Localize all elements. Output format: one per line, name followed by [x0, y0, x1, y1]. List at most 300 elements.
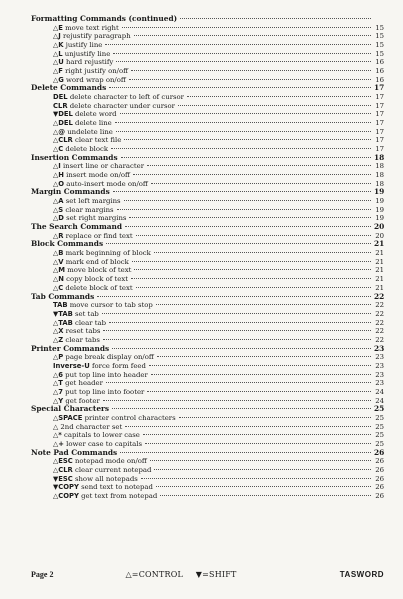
page-number: Page 2	[31, 570, 54, 579]
key-combo: △6	[53, 370, 63, 379]
page-ref: 17	[374, 83, 385, 93]
dot-leader	[154, 469, 371, 470]
key-combo: △+	[53, 439, 64, 448]
page-ref: 16	[375, 75, 384, 84]
dot-leader	[136, 235, 371, 236]
page-ref: 18	[375, 171, 384, 180]
page-ref: 17	[375, 119, 384, 128]
dot-leader	[125, 426, 371, 427]
entry-description: page break display on/off	[63, 353, 154, 362]
entry-description: copy block of text	[63, 275, 128, 284]
key-combo: △DEL	[53, 119, 73, 128]
toc-entry	[31, 466, 384, 475]
page-ref: 22	[375, 318, 384, 327]
page-ref: 23	[375, 370, 384, 379]
dot-leader	[151, 183, 371, 184]
key-combo: TAB	[53, 301, 68, 310]
page-ref: 17	[375, 110, 384, 119]
page-ref: 17	[375, 127, 384, 136]
key-combo: △Y	[53, 396, 64, 405]
entry-description: delete word	[72, 110, 117, 119]
toc-entry	[31, 128, 384, 137]
entry-text	[53, 41, 102, 50]
entry-description: rejustify paragraph	[60, 32, 131, 41]
section-title	[31, 293, 94, 302]
page-ref: 17	[375, 136, 384, 145]
page-ref: 17	[375, 101, 384, 110]
toc-entry	[31, 258, 384, 267]
dot-leader	[111, 148, 371, 149]
dot-leader	[156, 486, 371, 487]
page-ref: 21	[374, 239, 385, 249]
dot-leader	[103, 339, 371, 340]
page-ref: 15	[375, 41, 384, 50]
entry-text	[53, 457, 147, 466]
dot-leader	[112, 348, 371, 349]
toc-entry	[31, 206, 384, 215]
dot-leader	[113, 191, 371, 192]
toc-entry	[31, 483, 384, 492]
key-combo: △H	[53, 171, 64, 180]
dot-leader	[120, 452, 371, 453]
page-ref: 18	[375, 179, 384, 188]
section-title	[31, 84, 106, 93]
key-combo: ▼DEL	[53, 110, 73, 119]
toc-entry	[31, 58, 384, 67]
key-combo: △C	[53, 145, 64, 154]
entry-text	[53, 266, 131, 275]
page-ref: 18	[374, 152, 385, 162]
entry-text	[53, 136, 121, 145]
page-ref: 26	[375, 465, 384, 474]
shift-legend: ▼=SHIFT	[195, 570, 237, 579]
entry-description: mark end of block	[63, 257, 129, 266]
entry-description: replace or find text	[63, 231, 133, 240]
dot-leader	[141, 478, 371, 479]
section-title	[31, 449, 117, 458]
page-ref: 21	[375, 266, 384, 275]
page-ref: 19	[375, 197, 384, 206]
key-combo: △V	[53, 257, 64, 266]
page-ref: 25	[375, 431, 384, 440]
dot-leader	[125, 226, 371, 227]
entry-description: reset tabs	[63, 327, 101, 336]
toc-section-heading	[31, 293, 384, 302]
page-ref: 19	[375, 205, 384, 214]
toc-entry	[31, 475, 384, 484]
toc-entry	[31, 41, 384, 50]
entry-description: set left margins	[63, 197, 121, 206]
page-ref: 21	[375, 283, 384, 292]
page-footer	[31, 570, 384, 579]
key-combo: △L	[53, 49, 63, 58]
dot-leader	[132, 261, 371, 262]
dot-leader	[115, 122, 371, 123]
key-combo: DEL	[53, 93, 68, 102]
toc-entry	[31, 327, 384, 336]
entry-description: Formatting Commands (continued)	[31, 14, 178, 23]
dot-leader	[106, 382, 371, 383]
page-ref: 23	[375, 353, 384, 362]
section-title	[31, 240, 103, 249]
page-ref: 20	[375, 231, 384, 240]
section-title	[31, 405, 109, 414]
page-ref: 25	[374, 404, 385, 414]
dot-leader	[160, 495, 371, 496]
dot-leader	[120, 113, 371, 114]
entry-description: auto-insert mode on/off	[64, 179, 148, 188]
page-ref: 26	[374, 447, 385, 457]
toc-entry	[31, 423, 384, 432]
dot-leader	[131, 278, 371, 279]
entry-text	[53, 162, 144, 171]
page-ref: 24	[375, 396, 384, 405]
toc-entry	[31, 266, 384, 275]
entry-text	[53, 414, 176, 423]
dot-leader	[134, 269, 371, 270]
toc-entry	[31, 379, 384, 388]
entry-description: clear current notepad	[72, 465, 152, 474]
entry-text	[53, 197, 121, 206]
key-combo: CLR	[53, 101, 68, 110]
entry-description: undelete line	[65, 127, 113, 136]
toc-entry	[31, 32, 384, 41]
dot-leader	[117, 209, 371, 210]
entry-description: Note Pad Commands	[31, 447, 118, 457]
toc-entry	[31, 310, 384, 319]
page-ref: 25	[375, 422, 384, 431]
page-ref: 21	[375, 249, 384, 258]
entry-description: move block of text	[65, 266, 132, 275]
section-title	[31, 345, 109, 354]
dot-leader	[124, 139, 371, 140]
entry-description: set tab	[72, 309, 99, 318]
dot-leader	[149, 365, 371, 366]
entry-description: delete line	[72, 119, 112, 128]
key-combo: △7	[53, 387, 63, 396]
entry-text	[53, 379, 103, 388]
page-ref: 26	[375, 483, 384, 492]
entry-description: set right margins	[63, 214, 127, 223]
key-combo: △*	[53, 431, 62, 440]
entry-description: get header	[62, 379, 103, 388]
entry-text	[53, 58, 113, 67]
toc-entry	[31, 431, 384, 440]
dot-leader	[116, 61, 371, 62]
entry-description: Printer Commands	[31, 343, 110, 353]
toc-section-heading	[31, 15, 384, 24]
key-combo: ▼COPY	[53, 483, 79, 492]
dot-leader	[136, 287, 371, 288]
entry-description: delete character under cursor	[67, 101, 175, 110]
entry-text	[53, 24, 119, 33]
entry-text	[53, 466, 151, 475]
page-ref: 21	[375, 257, 384, 266]
page-ref: 18	[375, 162, 384, 171]
dot-leader	[97, 296, 371, 297]
page-ref: 26	[375, 457, 384, 466]
dot-leader	[179, 417, 371, 418]
key-combo: ▼ESC	[53, 474, 73, 483]
page-ref: 23	[375, 361, 384, 370]
toc-entry	[31, 414, 384, 423]
dot-leader	[187, 96, 371, 97]
entry-description: Tab Commands	[31, 291, 95, 301]
toc-entry	[31, 110, 384, 119]
page-ref: 23	[375, 379, 384, 388]
key-combo: △Z	[53, 335, 64, 344]
entry-description: send text to notepad	[78, 483, 153, 492]
page-ref: 25	[375, 413, 384, 422]
page-ref: 22	[374, 291, 385, 301]
page-ref: 22	[375, 335, 384, 344]
key-combo: △F	[53, 67, 63, 76]
key-combo: △C	[53, 283, 64, 292]
entry-description: delete character to left of cursor	[67, 93, 184, 102]
key-combo: △CLR	[53, 136, 73, 145]
entry-text	[53, 301, 153, 310]
dot-leader	[150, 460, 371, 461]
toc-entry	[31, 119, 384, 128]
dot-leader	[109, 322, 371, 323]
page-ref: 16	[375, 58, 384, 67]
dot-leader	[129, 217, 371, 218]
entry-text	[53, 110, 117, 119]
dot-leader	[121, 157, 371, 158]
key-combo: △X	[53, 327, 64, 336]
entry-description: lower case to capitals	[63, 439, 143, 448]
key-combo: △E	[53, 23, 63, 32]
dot-leader	[112, 408, 371, 409]
dot-leader	[109, 87, 371, 88]
entry-description: unjustify line	[62, 49, 111, 58]
entry-description: 2nd character set	[58, 422, 123, 431]
entry-text	[53, 353, 154, 362]
key-combo: Inverse-U	[53, 361, 90, 370]
dot-leader	[103, 400, 371, 401]
entry-description: Special Characters	[31, 404, 110, 414]
toc-section-heading	[31, 154, 384, 163]
entry-description: Block Commands	[31, 239, 104, 249]
entry-description: word wrap on/off	[63, 75, 126, 84]
entry-description: justify line	[63, 41, 103, 50]
key-combo: △B	[53, 249, 64, 258]
entry-description: put top line into footer	[62, 387, 145, 396]
entry-description: clear text file	[72, 136, 122, 145]
entry-description: move text right	[62, 23, 119, 32]
entry-text	[53, 171, 130, 180]
toc-entry	[31, 362, 384, 371]
key-combo: △T	[53, 379, 63, 388]
dot-leader	[131, 70, 371, 71]
key-combo: △CLR	[53, 465, 73, 474]
entry-text	[53, 258, 129, 267]
toc-section-heading	[31, 223, 384, 232]
toc-section-heading	[31, 449, 384, 458]
control-legend: △=CONTROL	[125, 570, 184, 579]
entry-text	[53, 327, 100, 336]
entry-description: capitals to lower case	[61, 431, 140, 440]
key-combo: △COPY	[53, 491, 79, 500]
entry-description: clear tabs	[63, 335, 100, 344]
toc-entry	[31, 136, 384, 145]
key-combo: △A	[53, 197, 64, 206]
dot-leader	[147, 391, 371, 392]
entry-text	[53, 492, 157, 501]
dot-leader	[178, 105, 371, 106]
page-ref: 24	[375, 387, 384, 396]
key-combo: △O	[53, 179, 65, 188]
page-ref: 22	[375, 301, 384, 310]
section-title	[31, 223, 122, 232]
dot-leader	[154, 252, 371, 253]
entry-text	[53, 388, 144, 397]
page-ref: 26	[375, 474, 384, 483]
page-ref: 19	[375, 214, 384, 223]
toc-entry	[31, 102, 384, 111]
key-legend	[125, 570, 236, 579]
entry-description: insert line or character	[60, 162, 145, 171]
key-combo: ▼TAB	[53, 309, 73, 318]
key-combo: △N	[53, 275, 64, 284]
page-ref: 17	[375, 93, 384, 102]
toc-entry	[31, 371, 384, 380]
dot-leader	[134, 35, 371, 36]
entry-description: hard rejustify	[63, 58, 114, 67]
page-ref: 23	[374, 343, 385, 353]
dot-leader	[106, 243, 371, 244]
toc-entry	[31, 67, 384, 76]
entry-description: delete block	[63, 145, 109, 154]
dot-leader	[124, 200, 371, 201]
section-title	[31, 188, 110, 197]
toc-entry	[31, 197, 384, 206]
dot-leader	[102, 313, 371, 314]
page-ref: 21	[375, 275, 384, 284]
entry-description: get text from notepad	[78, 491, 158, 500]
entry-text	[53, 93, 184, 102]
toc-entry	[31, 24, 384, 33]
key-combo: △SPACE	[53, 413, 83, 422]
dot-leader	[145, 443, 371, 444]
entry-description: Margin Commands	[31, 187, 110, 197]
entry-description: get footer	[63, 396, 100, 405]
key-combo: △D	[53, 214, 64, 223]
entry-description: clear margins	[63, 205, 114, 214]
entry-description: mark beginning of block	[63, 249, 151, 258]
dot-leader	[122, 27, 371, 28]
page-ref: 22	[375, 327, 384, 336]
toc-entry	[31, 275, 384, 284]
toc-entry	[31, 319, 384, 328]
key-combo: △ESC	[53, 457, 73, 466]
entry-text	[53, 128, 113, 137]
dot-leader	[180, 18, 371, 19]
section-title	[31, 154, 118, 163]
entry-text	[53, 362, 146, 371]
key-combo: △G	[53, 75, 64, 84]
entry-description: right justify on/off	[62, 67, 129, 76]
entry-description: move cursor to tab stop	[67, 301, 153, 310]
key-combo: △J	[53, 32, 61, 41]
key-combo: △K	[53, 41, 64, 50]
section-title	[31, 15, 177, 24]
toc-section-heading	[31, 188, 384, 197]
entry-text	[53, 249, 151, 258]
page-ref: 15	[375, 23, 384, 32]
entry-description: The Search Command	[31, 222, 123, 232]
key-combo: △S	[53, 205, 64, 214]
entry-description: notepad mode on/off	[72, 457, 147, 466]
page-ref: 17	[375, 145, 384, 154]
toc-section-heading	[31, 405, 384, 414]
entry-text	[53, 119, 112, 128]
entry-text	[53, 102, 175, 111]
entry-text	[53, 483, 153, 492]
dot-leader	[133, 174, 371, 175]
entry-description: Delete Commands	[31, 83, 107, 93]
toc-entry	[31, 492, 384, 501]
page-ref: 26	[375, 491, 384, 500]
entry-text	[53, 475, 138, 484]
key-combo: △I	[53, 162, 61, 171]
page-ref: 20	[374, 222, 385, 232]
toc-entry	[31, 457, 384, 466]
toc-entry	[31, 93, 384, 102]
entry-text	[53, 319, 106, 328]
key-combo: △U	[53, 58, 64, 67]
dot-leader	[156, 304, 371, 305]
page-ref: 15	[375, 49, 384, 58]
toc-section-heading	[31, 84, 384, 93]
entry-description: insert mode on/off	[63, 171, 130, 180]
dot-leader	[129, 79, 371, 80]
toc-entry	[31, 249, 384, 258]
entry-text	[53, 67, 128, 76]
toc-entry	[31, 50, 384, 59]
entry-text	[53, 275, 128, 284]
entry-description: clear tab	[72, 318, 106, 327]
entry-text	[53, 431, 140, 440]
key-combo: △	[53, 422, 59, 431]
dot-leader	[116, 131, 371, 132]
entry-text	[53, 423, 122, 432]
brand-name: TASWORD	[339, 570, 384, 579]
entry-description: printer control characters	[82, 413, 176, 422]
key-combo: △P	[53, 353, 64, 362]
dot-leader	[113, 53, 371, 54]
entry-text	[53, 32, 131, 41]
page-ref: 22	[375, 309, 384, 318]
toc-section-heading	[31, 345, 384, 354]
key-combo: △@	[53, 127, 66, 136]
toc-entry	[31, 162, 384, 171]
dot-leader	[103, 330, 371, 331]
entry-description: delete block of text	[63, 283, 133, 292]
key-combo: △M	[53, 266, 65, 275]
entry-description: Insertion Commands	[31, 152, 118, 162]
page-ref: 19	[374, 187, 385, 197]
toc-entry	[31, 171, 384, 180]
dot-leader	[105, 44, 371, 45]
dot-leader	[157, 356, 371, 357]
key-combo: △R	[53, 231, 64, 240]
page-ref: 25	[375, 439, 384, 448]
dot-leader	[151, 374, 371, 375]
entry-description: put top line into header	[62, 370, 148, 379]
entry-description: show all notepads	[72, 474, 138, 483]
table-of-contents	[31, 15, 384, 501]
